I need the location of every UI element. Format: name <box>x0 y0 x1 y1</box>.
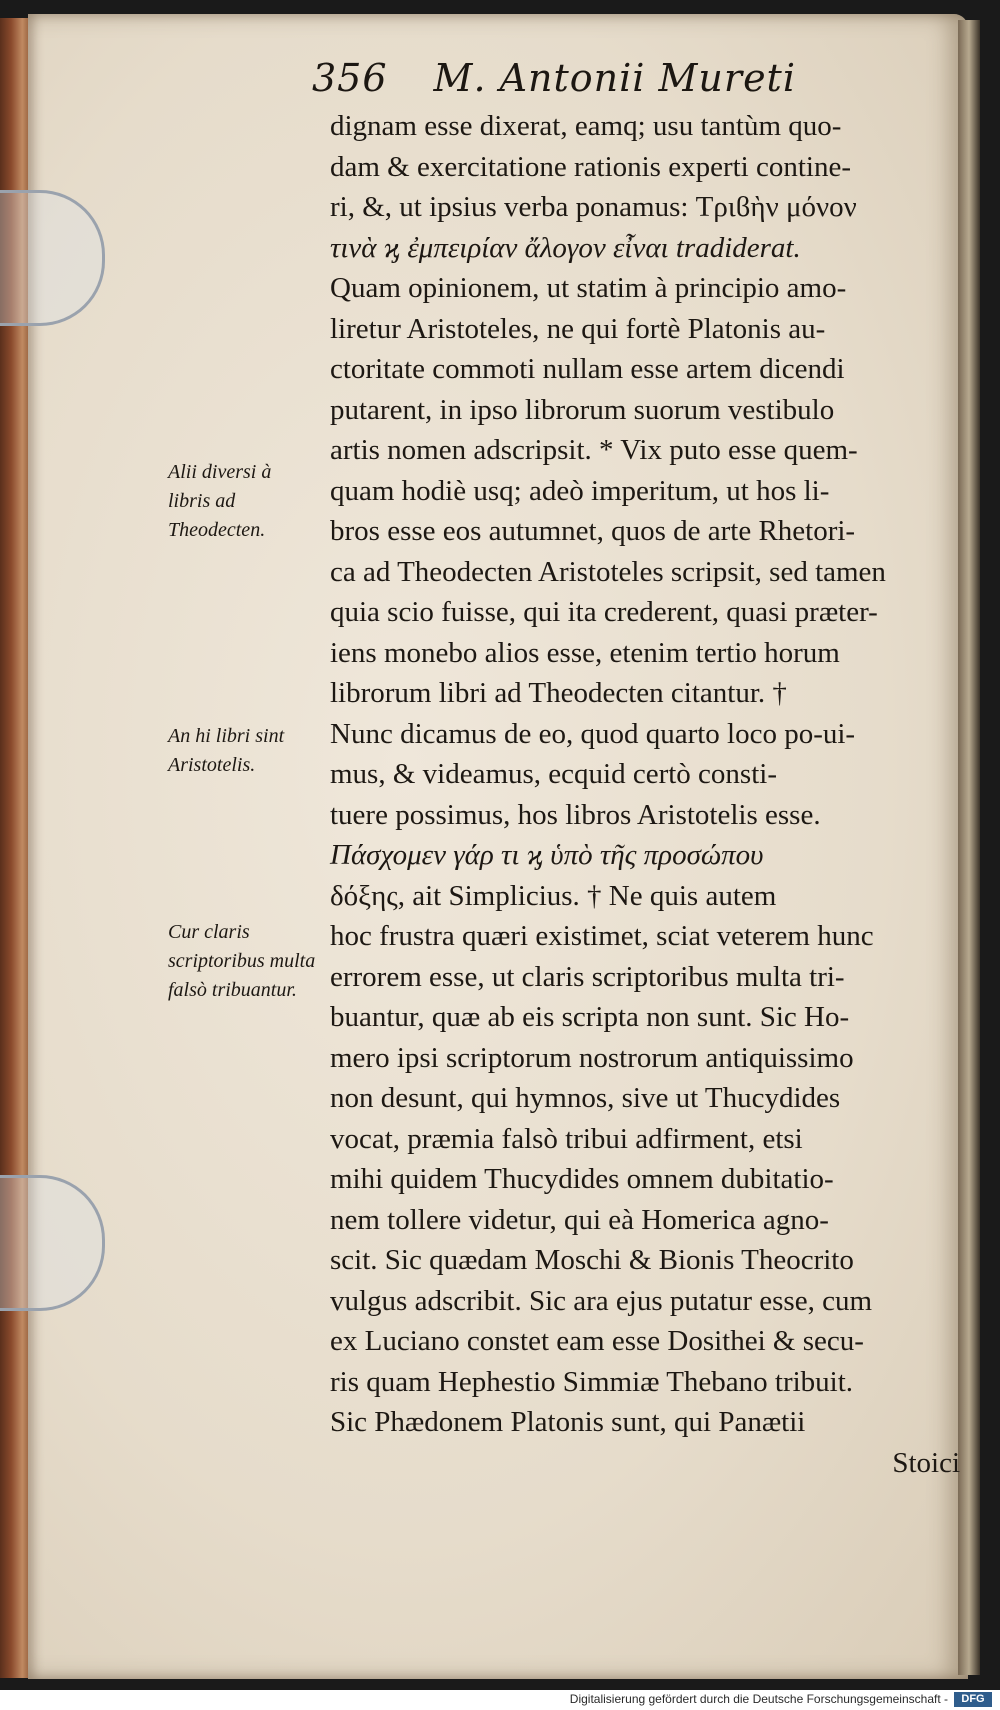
text-line: Sic Phædonem Platonis sunt, qui Panætii <box>330 1406 806 1438</box>
text-line: iens monebo alios esse, etenim tertio horum <box>330 636 840 669</box>
text-line: ca ad Theodecten Aristoteles scripsit, sed tamen <box>330 555 886 588</box>
main-text-block <box>330 106 970 1483</box>
text-line: errorem esse, ut claris scriptoribus multa tri- <box>330 960 845 993</box>
text-line: non desunt, qui hymnos, sive ut Thucydides <box>330 1082 841 1114</box>
text-line: buantur, quæ ab eis scripta non sunt. Sic Ho- <box>330 1001 850 1033</box>
text-line: τινὰ ϗ ἐμπειρίαν ἄλογον εἶναι tradiderat. <box>330 231 801 264</box>
text-line: liretur Aristoteles, ne qui fortè Platonis au- <box>330 312 826 345</box>
text-line: ex Luciano constet eam esse Dosithei & secu- <box>330 1325 864 1357</box>
text-line: Πάσχομεν γάρ τι ϗ ὑπὸ τῆς προσώπου <box>330 839 764 871</box>
text-line: artis nomen adscripsit. * Vix puto esse quem- <box>330 434 858 466</box>
text-line: tuere possimus, hos libros Aristotelis esse. <box>330 798 821 831</box>
text-line: scit. Sic quædam Moschi & Bionis Theocrito <box>330 1244 854 1276</box>
digitization-footer <box>0 1690 1000 1710</box>
text-line: librorum libri ad Theodecten citantur. † <box>330 677 787 709</box>
margin-note: An hi libri sint Aristotelis. <box>168 725 285 776</box>
text-line: putarent, in ipso librorum suorum vestibulo <box>330 393 835 426</box>
page-number: 356 <box>312 56 388 100</box>
text-line: δόξης, ait Simplicius. † Ne quis autem <box>330 879 777 912</box>
text-line: nem tollere videtur, qui eà Homerica agno- <box>330 1203 829 1236</box>
text-line: mihi quidem Thucydides omnem dubitatio- <box>330 1163 834 1195</box>
catchword: Stoici <box>892 1446 960 1479</box>
margin-note: Alii diversi à libris ad Theodecten. <box>168 461 272 541</box>
text-line: ri, &, ut ipsius verba ponamus: Τριϐὴν μόνον <box>330 191 857 223</box>
text-line: mero ipsi scriptorum nostrorum antiquissimo <box>330 1041 854 1074</box>
text-line: Nunc dicamus de eo, quod quarto loco po-ui- <box>330 717 856 750</box>
text-line: quam hodiè usq; adeò imperitum, ut hos li- <box>330 474 830 507</box>
text-line: quia scio fuisse, qui ita crederent, quasi præter- <box>330 596 878 628</box>
text-line: hoc frustra quæri existimet, sciat veterem hunc <box>330 920 874 952</box>
text-line: mus, & videamus, ecquid certò consti- <box>330 758 777 790</box>
running-title: M. Antonii Mureti <box>433 56 796 100</box>
text-line: ctoritate commoti nullam esse artem dicendi <box>330 353 845 385</box>
text-line: Quam opinionem, ut statim à principio amo- <box>330 272 847 304</box>
running-header <box>312 56 796 100</box>
text-line: dam & exercitatione rationis experti contine- <box>330 150 851 183</box>
text-line: vocat, præmia falsò tribui adfirment, etsi <box>330 1122 803 1155</box>
margin-note: Cur claris scriptoribus multa falsò tribuantur. <box>168 921 316 1001</box>
dfg-logo: DFG <box>954 1692 992 1707</box>
text-line: bros esse eos autumnet, quos de arte Rhetori- <box>330 515 856 547</box>
text-line: ris quam Hephestio Simmiæ Thebano tribuit. <box>330 1365 854 1398</box>
footer-credit: Digitalisierung gefördert durch die Deutsche Forschungsgemeinschaft - <box>569 1692 948 1706</box>
text-line: vulgus adscribit. Sic ara ejus putatur esse, cum <box>330 1284 873 1317</box>
text-line: dignam esse dixerat, eamq; usu tantùm quo- <box>330 110 842 142</box>
